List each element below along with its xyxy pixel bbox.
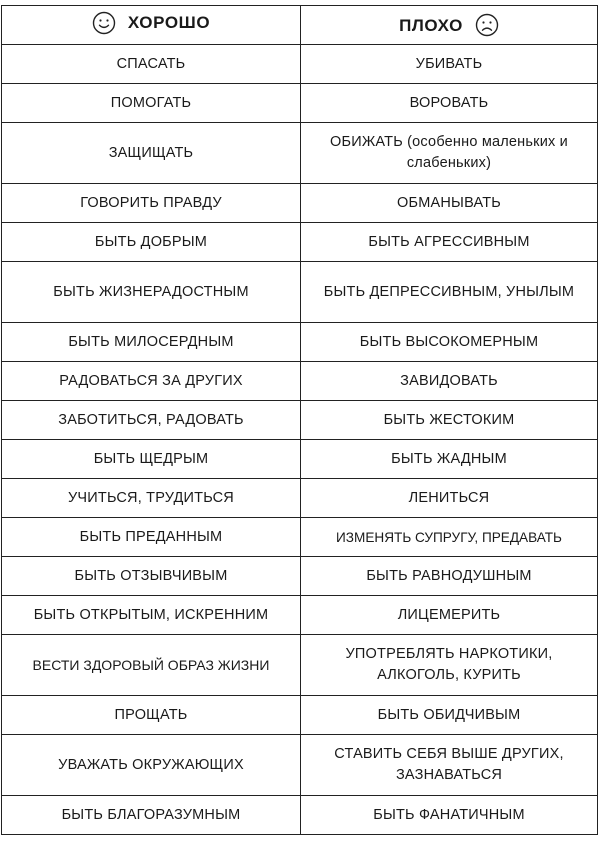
good-cell: ВЕСТИ ЗДОРОВЫЙ ОБРАЗ ЖИЗНИ xyxy=(2,635,301,696)
good-cell: БЫТЬ ОТЗЫВЧИВЫМ xyxy=(2,557,301,596)
header-good-cell xyxy=(2,6,301,45)
table-row xyxy=(2,596,598,635)
header-good-label: ХОРОШО xyxy=(127,13,211,32)
bad-cell: ЗАВИДОВАТЬ xyxy=(301,362,598,401)
bad-cell: ВОРОВАТЬ xyxy=(301,84,598,123)
good-cell: ЗАЩИЩАТЬ xyxy=(2,123,301,184)
good-cell: РАДОВАТЬСЯ ЗА ДРУГИХ xyxy=(2,362,301,401)
good-cell: БЫТЬ ОТКРЫТЫМ, ИСКРЕННИМ xyxy=(2,596,301,635)
bad-cell: БЫТЬ ВЫСОКОМЕРНЫМ xyxy=(301,323,598,362)
good-cell: УВАЖАТЬ ОКРУЖАЮЩИХ xyxy=(2,735,301,796)
table-row xyxy=(2,796,598,835)
table-row xyxy=(2,635,598,696)
bad-cell: БЫТЬ ДЕПРЕССИВНЫМ, УНЫЛЫМ xyxy=(301,262,598,323)
good-cell: БЫТЬ ЩЕДРЫМ xyxy=(2,440,301,479)
good-bad-table xyxy=(1,5,598,835)
table-row xyxy=(2,696,598,735)
good-cell: УЧИТЬСЯ, ТРУДИТЬСЯ xyxy=(2,479,301,518)
bad-cell: УБИВАТЬ xyxy=(301,45,598,84)
bad-cell: БЫТЬ РАВНОДУШНЫМ xyxy=(301,557,598,596)
table-row xyxy=(2,557,598,596)
bad-cell: ЛИЦЕМЕРИТЬ xyxy=(301,596,598,635)
table-row xyxy=(2,223,598,262)
table-row xyxy=(2,262,598,323)
bad-cell: ИЗМЕНЯТЬ СУПРУГУ, ПРЕДАВАТЬ xyxy=(301,518,598,557)
good-cell: ГОВОРИТЬ ПРАВДУ xyxy=(2,184,301,223)
table-row xyxy=(2,440,598,479)
good-cell: БЫТЬ МИЛОСЕРДНЫМ xyxy=(2,323,301,362)
good-cell: БЫТЬ БЛАГОРАЗУМНЫМ xyxy=(2,796,301,835)
smiley-sad-icon xyxy=(475,13,499,37)
good-cell: ПОМОГАТЬ xyxy=(2,84,301,123)
bad-cell: БЫТЬ ОБИДЧИВЫМ xyxy=(301,696,598,735)
table-row xyxy=(2,735,598,796)
good-cell: БЫТЬ ДОБРЫМ xyxy=(2,223,301,262)
table-row xyxy=(2,323,598,362)
good-cell: СПАСАТЬ xyxy=(2,45,301,84)
good-cell: ПРОЩАТЬ xyxy=(2,696,301,735)
bad-cell: БЫТЬ ЖЕСТОКИМ xyxy=(301,401,598,440)
good-cell: ЗАБОТИТЬСЯ, РАДОВАТЬ xyxy=(2,401,301,440)
bad-cell: БЫТЬ ЖАДНЫМ xyxy=(301,440,598,479)
header-bad-label: ПЛОХО xyxy=(399,15,463,35)
bad-cell: ОБМАНЫВАТЬ xyxy=(301,184,598,223)
table-row xyxy=(2,84,598,123)
bad-cell: ОБИЖАТЬ (особенно маленьких и слабеньких) xyxy=(301,123,598,184)
smiley-happy-icon xyxy=(92,11,116,35)
table-row xyxy=(2,45,598,84)
bad-cell: БЫТЬ АГРЕССИВНЫМ xyxy=(301,223,598,262)
bad-cell: УПОТРЕБЛЯТЬ НАРКОТИКИ, АЛКОГОЛЬ, КУРИТЬ xyxy=(301,635,598,696)
table-row xyxy=(2,401,598,440)
bad-cell: ЛЕНИТЬСЯ xyxy=(301,479,598,518)
bad-cell: СТАВИТЬ СЕБЯ ВЫШЕ ДРУГИХ, ЗАЗНАВАТЬСЯ xyxy=(301,735,598,796)
table-row xyxy=(2,123,598,184)
table-row xyxy=(2,518,598,557)
table-row xyxy=(2,184,598,223)
table-header-row xyxy=(2,6,598,45)
table-row xyxy=(2,362,598,401)
table-row xyxy=(2,479,598,518)
header-bad-cell xyxy=(301,6,598,45)
bad-cell: БЫТЬ ФАНАТИЧНЫМ xyxy=(301,796,598,835)
good-cell: БЫТЬ ПРЕДАННЫМ xyxy=(2,518,301,557)
good-cell: БЫТЬ ЖИЗНЕРАДОСТНЫМ xyxy=(2,262,301,323)
